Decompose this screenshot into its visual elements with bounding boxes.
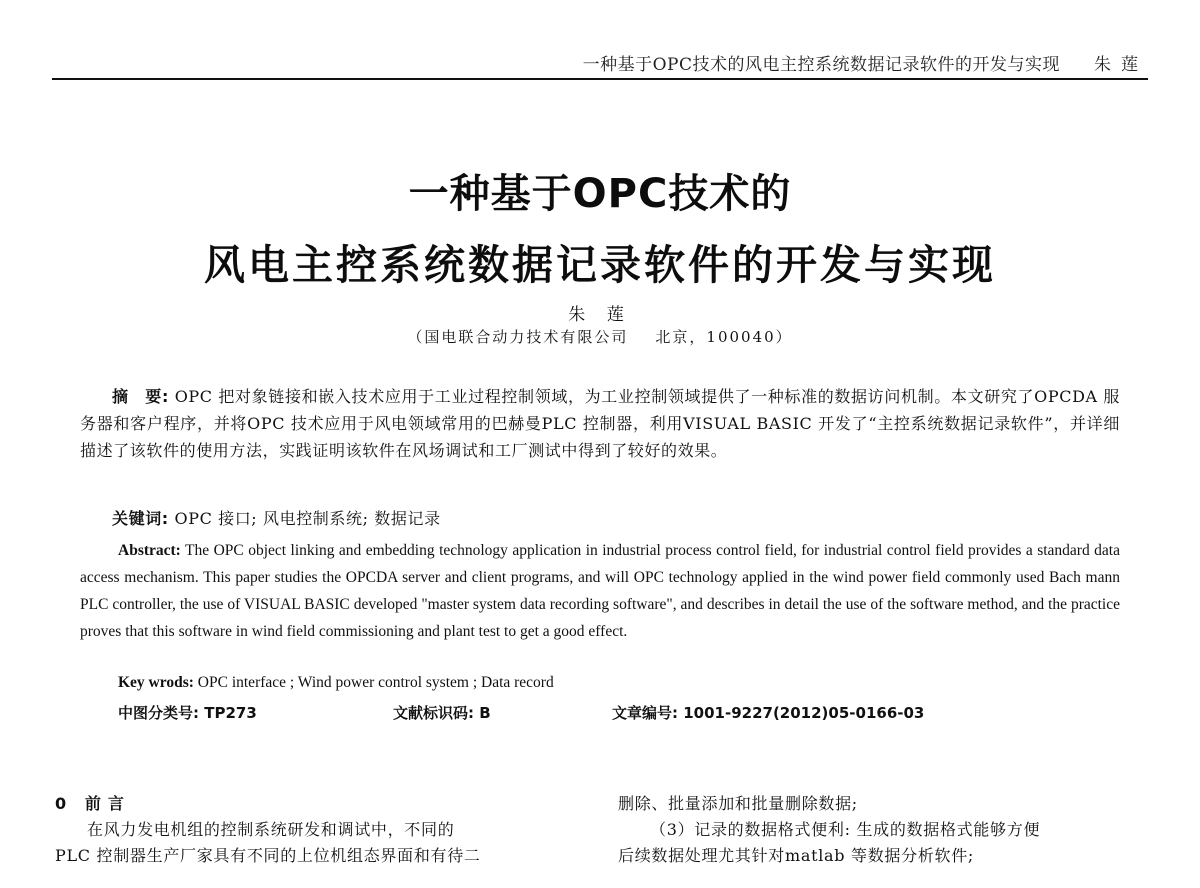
body-left-column [55, 791, 575, 869]
abstract-english [80, 537, 1120, 645]
document-code-value: B [479, 704, 491, 722]
article-number [612, 702, 924, 723]
article-number-label: 文章编号: [612, 704, 678, 722]
article-number-value: 1001-9227(2012)05-0166-03 [683, 704, 925, 722]
body-paragraph-line: （3）记录的数据格式便利: 生成的数据格式能够方便 [650, 820, 1041, 839]
abstract-chinese-text: OPC 把对象链接和嵌入技术应用于工业过程控制领域，为工业控制领域提供了一种标准的数据访问机制。本文研究了OPCDA 服务器和客户程序，并将OPC 技术应用于风电领域常用的巴赫曼PLC 控制器，利用VISUAL BASIC 开发了“主控系统数据记录软件”，并详细描述了该软件的使用方法，实践证明该软件在风场调试和工厂测试中得到了较好的效果。 [80, 387, 1121, 460]
author-name: 朱 莲 [568, 305, 632, 325]
body-right-column [618, 791, 1138, 869]
keywords-english-text: OPC interface ; Wind power control system ; Data record [197, 674, 554, 691]
running-header-title: 一种基于OPC技术的风电主控系统数据记录软件的开发与实现 [582, 55, 1060, 75]
body-paragraph-line: 在风力发电机组的控制系统研发和调试中，不同的 [87, 820, 455, 839]
body-paragraph-line: 后续数据处理尤其针对matlab 等数据分析软件; [618, 846, 975, 865]
clc-number [118, 702, 257, 723]
keywords-chinese [112, 506, 441, 529]
section-title: 前 言 [84, 794, 125, 813]
paper-title-line-1: 一种基于OPC技术的 [408, 171, 792, 217]
clc-value: TP273 [204, 704, 257, 722]
keywords-english-label: Key wrods: [118, 674, 194, 691]
section-heading [55, 791, 575, 817]
author-affiliation: （国电联合动力技术有限公司 北京，100040） [407, 328, 793, 346]
header-rule [52, 78, 1148, 80]
keywords-chinese-text: OPC 接口; 风电控制系统; 数据记录 [174, 509, 441, 528]
section-number: 0 [55, 794, 67, 813]
running-header [583, 50, 1148, 75]
document-code-label: 文献标识码: [393, 704, 474, 722]
clc-label: 中图分类号: [118, 704, 199, 722]
body-paragraph-line: 删除、批量添加和批量删除数据; [618, 794, 858, 813]
abstract-chinese [80, 383, 1120, 464]
keywords-chinese-label: 关键词: [112, 509, 169, 528]
paper-title-line-2: 风电主控系统数据记录软件的开发与实现 [204, 241, 996, 289]
abstract-english-label: Abstract: [118, 542, 181, 559]
abstract-english-text: The OPC object linking and embedding technology application in industrial process control field, for industrial control field provides a standard data access mechanism. This paper studies the OPCDA server and client programs, and will OPC technology applied in the wind power field commonly used Bach mann PLC controller, the use of VISUAL BASIC developed "master system data recording software", and describes in detail the use of the software method, and the practice proves that this software in wind field commissioning and plant test to get a good effect. [80, 542, 1120, 640]
keywords-english [118, 674, 554, 692]
abstract-chinese-label: 摘 要: [112, 387, 169, 406]
body-paragraph-line: PLC 控制器生产厂家具有不同的上位机组态界面和有待二 [55, 846, 481, 865]
running-header-author: 朱莲 [1094, 55, 1148, 75]
document-code [393, 702, 491, 723]
